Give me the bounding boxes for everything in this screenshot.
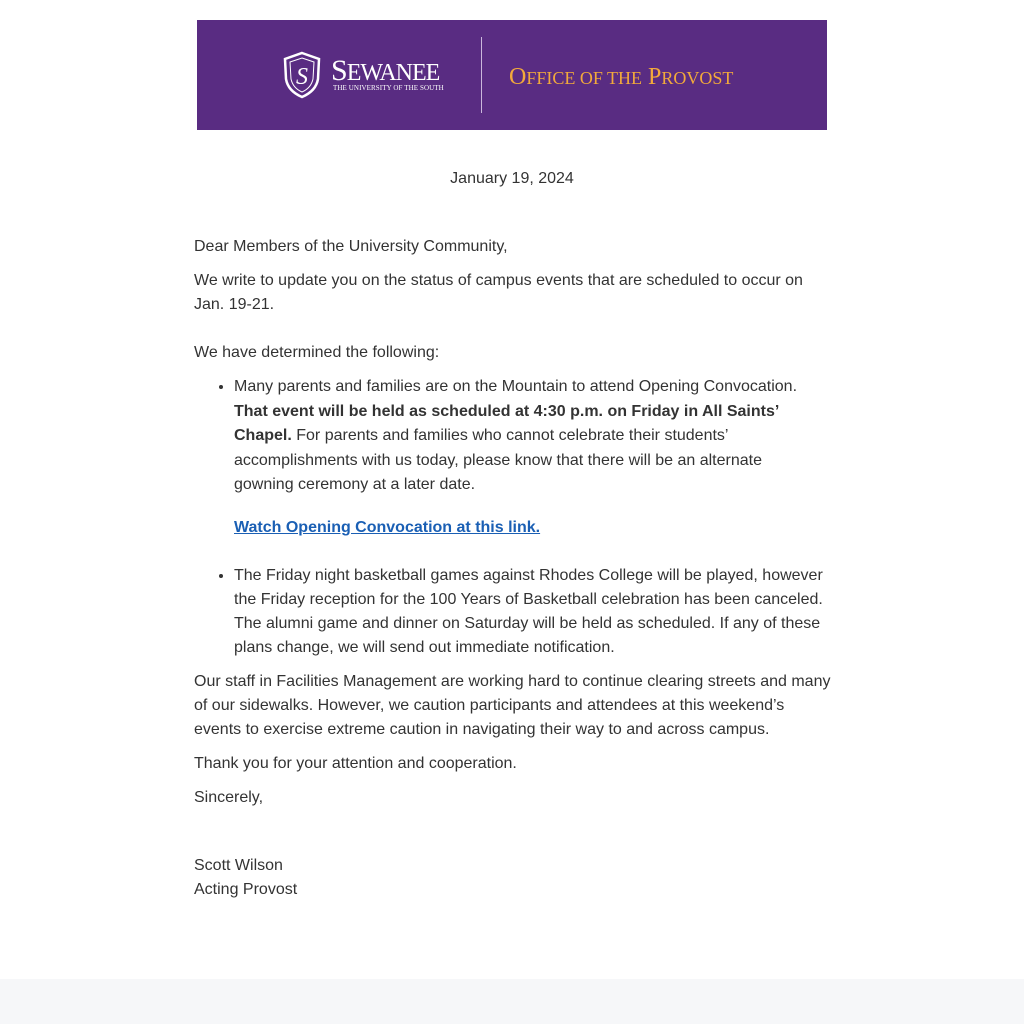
brand-name: SEWANEE bbox=[331, 54, 440, 87]
office-title: OFFICE OF THE PROVOST bbox=[509, 64, 734, 90]
item-text: Many parents and families are on the Mountain to attend Opening Convocation. bbox=[234, 378, 798, 395]
header-banner bbox=[197, 20, 827, 130]
sewanee-shield-logo-icon bbox=[283, 51, 321, 99]
footer-area bbox=[0, 979, 1024, 1024]
closing: Sincerely, bbox=[194, 789, 264, 806]
event-list bbox=[194, 375, 834, 660]
signer-name: Scott Wilson bbox=[194, 857, 283, 874]
letter-date: January 19, 2024 bbox=[450, 170, 574, 187]
item-bold-text: That event will be held as scheduled at 4:30 p.m. on Friday in All Saints’ Chapel. bbox=[234, 402, 779, 444]
item-text: For parents and families who cannot celebrate their students’ accomplishments with us today, please know that there will be an alternate gowning ceremony at a later date. bbox=[234, 427, 762, 493]
thanks-paragraph: Thank you for your attention and cooperation. bbox=[194, 755, 517, 772]
letter-body bbox=[194, 235, 834, 902]
svg-text:S: S bbox=[296, 64, 308, 90]
facilities-paragraph: Our staff in Facilities Management are working hard to continue clearing streets and many of our sidewalks. However, we caution participants and attendees at this weekend’s events to exercise extreme caution in navigating their way to and across campus. bbox=[194, 673, 831, 738]
banner-divider bbox=[481, 37, 482, 113]
salutation: Dear Members of the University Community, bbox=[194, 238, 508, 255]
signer-title: Acting Provost bbox=[194, 881, 298, 898]
intro-paragraph: We write to update you on the status of campus events that are scheduled to occur on Jan. 19-21. bbox=[194, 272, 803, 313]
brand-tagline: THE UNIVERSITY OF THE SOUTH bbox=[333, 84, 444, 92]
watch-convocation-link[interactable]: Watch Opening Convocation at this link. bbox=[234, 518, 541, 536]
list-item: • The Friday night basketball games against Rhodes College will be played, however the Friday reception for the 100 Years of Basketball celebration has been canceled. The alumni game and dinner on Saturday will be held as scheduled. If any of these plans change, we will send out immediate notification. bbox=[234, 564, 834, 660]
list-item bbox=[234, 375, 834, 540]
determined-paragraph: We have determined the following: bbox=[194, 344, 440, 361]
